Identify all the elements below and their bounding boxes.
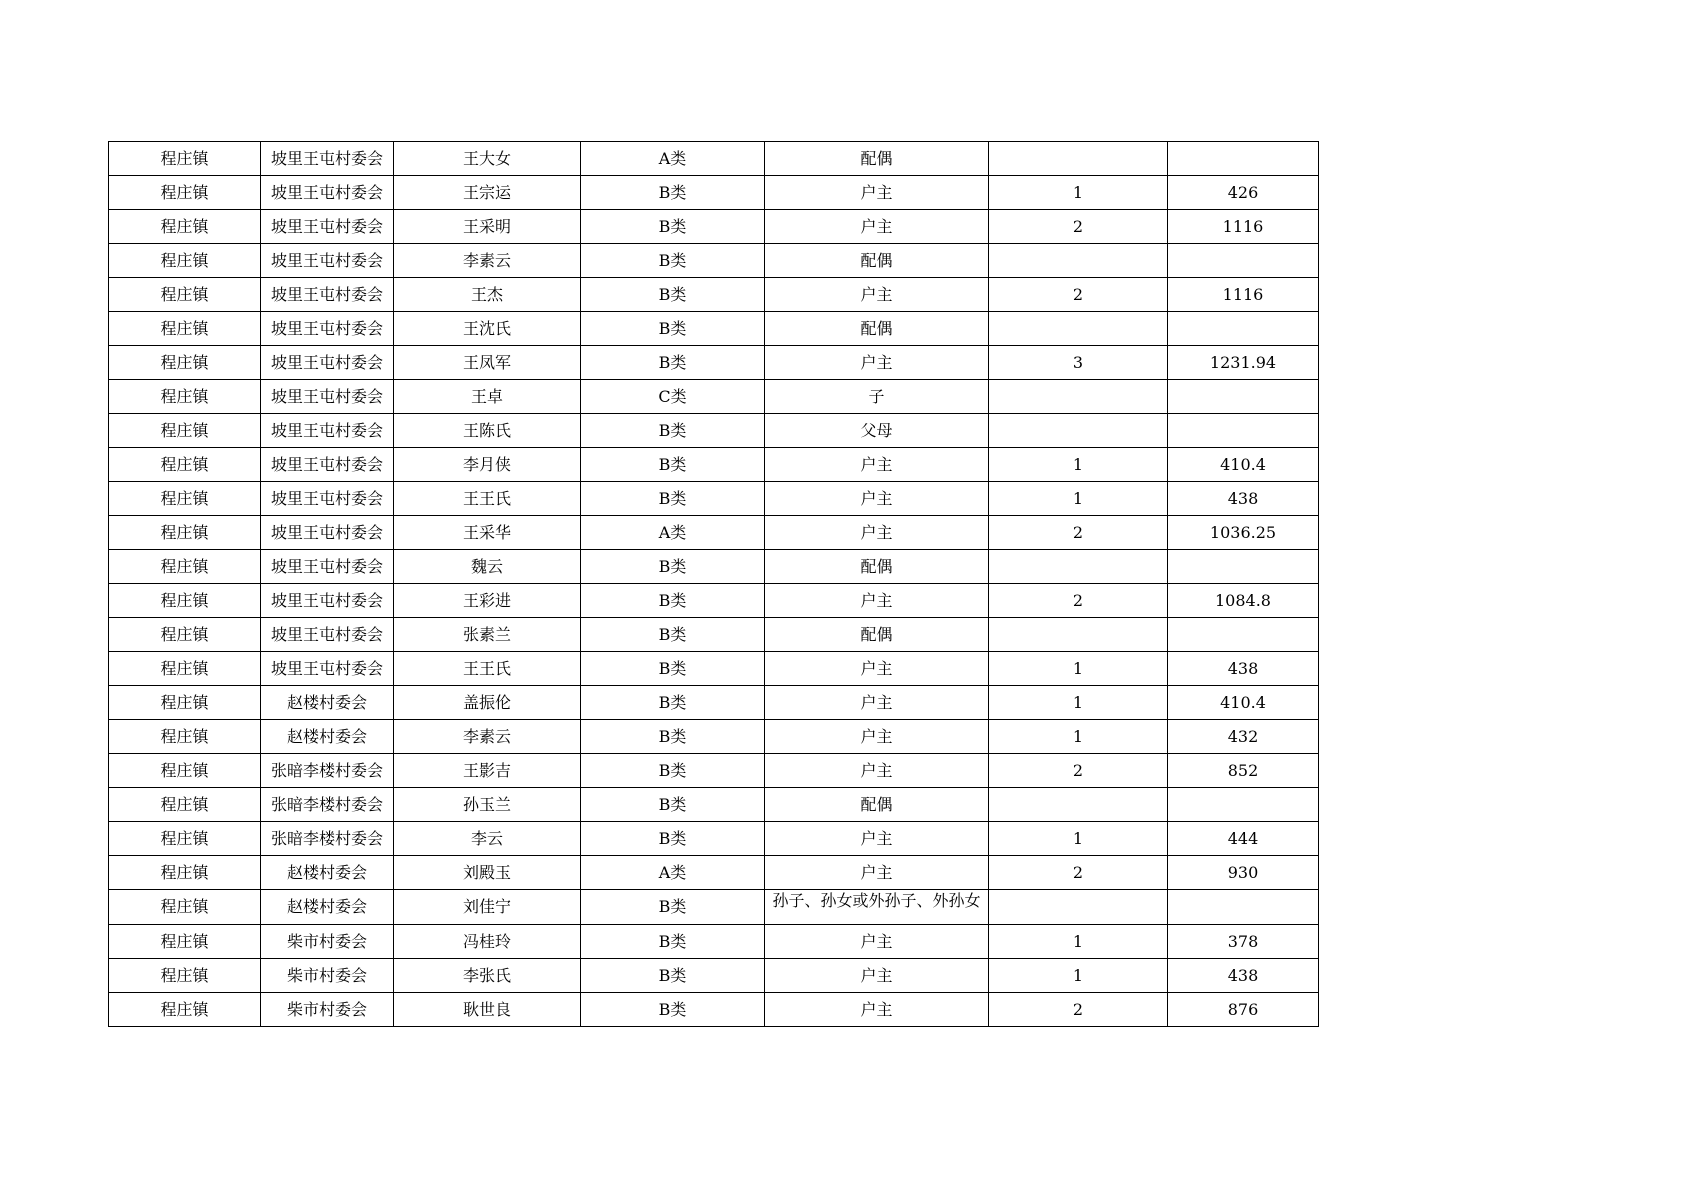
cell-town: 程庄镇: [109, 210, 261, 244]
cell-village: 张暗李楼村委会: [261, 822, 394, 856]
cell-amount: [1168, 618, 1319, 652]
table-row: [109, 584, 1319, 618]
table-row: [109, 516, 1319, 550]
cell-name: 孙玉兰: [394, 788, 581, 822]
cell-town: 程庄镇: [109, 244, 261, 278]
cell-town: 程庄镇: [109, 516, 261, 550]
cell-village: 坡里王屯村委会: [261, 346, 394, 380]
cell-name: 李素云: [394, 244, 581, 278]
cell-category: A类: [581, 516, 765, 550]
cell-town: 程庄镇: [109, 380, 261, 414]
cell-category: B类: [581, 720, 765, 754]
cell-name: 张素兰: [394, 618, 581, 652]
cell-count: 2: [989, 210, 1168, 244]
cell-category: B类: [581, 448, 765, 482]
cell-category: B类: [581, 312, 765, 346]
cell-category: B类: [581, 788, 765, 822]
table-row: [109, 550, 1319, 584]
cell-town: 程庄镇: [109, 754, 261, 788]
cell-village: 坡里王屯村委会: [261, 550, 394, 584]
cell-town: 程庄镇: [109, 788, 261, 822]
cell-relation: 户主: [765, 686, 989, 720]
cell-town: 程庄镇: [109, 482, 261, 516]
cell-amount: 876: [1168, 993, 1319, 1027]
cell-category: B类: [581, 176, 765, 210]
cell-category: B类: [581, 550, 765, 584]
cell-village: 坡里王屯村委会: [261, 176, 394, 210]
cell-amount: [1168, 312, 1319, 346]
cell-relation: 户主: [765, 210, 989, 244]
cell-relation: 配偶: [765, 618, 989, 652]
cell-amount: 1116: [1168, 278, 1319, 312]
cell-amount: 426: [1168, 176, 1319, 210]
cell-name: 魏云: [394, 550, 581, 584]
cell-relation: 户主: [765, 652, 989, 686]
table-row: [109, 142, 1319, 176]
cell-town: 程庄镇: [109, 176, 261, 210]
table-row: [109, 176, 1319, 210]
cell-category: B类: [581, 652, 765, 686]
cell-amount: 1036.25: [1168, 516, 1319, 550]
cell-count: [989, 890, 1168, 925]
table-row: [109, 414, 1319, 448]
cell-town: 程庄镇: [109, 652, 261, 686]
cell-amount: 432: [1168, 720, 1319, 754]
table-row: [109, 754, 1319, 788]
cell-amount: 438: [1168, 959, 1319, 993]
cell-village: 坡里王屯村委会: [261, 380, 394, 414]
cell-town: 程庄镇: [109, 890, 261, 925]
cell-count: 1: [989, 925, 1168, 959]
cell-count: 1: [989, 652, 1168, 686]
cell-category: A类: [581, 142, 765, 176]
cell-category: B类: [581, 993, 765, 1027]
table-row: [109, 278, 1319, 312]
cell-name: 李月侠: [394, 448, 581, 482]
cell-village: 赵楼村委会: [261, 686, 394, 720]
cell-village: 坡里王屯村委会: [261, 312, 394, 346]
cell-village: 坡里王屯村委会: [261, 482, 394, 516]
cell-relation: 父母: [765, 414, 989, 448]
cell-relation: 配偶: [765, 142, 989, 176]
cell-category: B类: [581, 210, 765, 244]
cell-relation: 子: [765, 380, 989, 414]
cell-village: 坡里王屯村委会: [261, 278, 394, 312]
cell-town: 程庄镇: [109, 142, 261, 176]
table-row: [109, 652, 1319, 686]
cell-amount: [1168, 890, 1319, 925]
cell-town: 程庄镇: [109, 686, 261, 720]
cell-name: 王宗运: [394, 176, 581, 210]
cell-village: 坡里王屯村委会: [261, 414, 394, 448]
cell-count: [989, 380, 1168, 414]
cell-category: B类: [581, 346, 765, 380]
cell-village: 张暗李楼村委会: [261, 754, 394, 788]
cell-relation: 孙子、孙女或外孙子、外孙女: [765, 890, 989, 925]
cell-category: C类: [581, 380, 765, 414]
cell-village: 坡里王屯村委会: [261, 516, 394, 550]
cell-count: [989, 550, 1168, 584]
cell-relation: 配偶: [765, 244, 989, 278]
cell-amount: [1168, 380, 1319, 414]
cell-town: 程庄镇: [109, 346, 261, 380]
cell-count: 1: [989, 176, 1168, 210]
cell-amount: [1168, 414, 1319, 448]
cell-village: 坡里王屯村委会: [261, 210, 394, 244]
cell-name: 王影吉: [394, 754, 581, 788]
cell-name: 王大女: [394, 142, 581, 176]
cell-count: 1: [989, 822, 1168, 856]
cell-amount: 852: [1168, 754, 1319, 788]
cell-name: 王采明: [394, 210, 581, 244]
cell-name: 王王氏: [394, 652, 581, 686]
table-row: [109, 856, 1319, 890]
cell-village: 坡里王屯村委会: [261, 244, 394, 278]
cell-count: [989, 244, 1168, 278]
cell-count: 1: [989, 720, 1168, 754]
cell-amount: [1168, 244, 1319, 278]
table-body: [109, 142, 1319, 1027]
cell-count: 2: [989, 516, 1168, 550]
cell-relation: 户主: [765, 754, 989, 788]
cell-count: 1: [989, 686, 1168, 720]
cell-relation: 户主: [765, 925, 989, 959]
cell-category: B类: [581, 482, 765, 516]
cell-town: 程庄镇: [109, 959, 261, 993]
cell-amount: 410.4: [1168, 686, 1319, 720]
cell-name: 王凤军: [394, 346, 581, 380]
cell-village: 张暗李楼村委会: [261, 788, 394, 822]
cell-count: 1: [989, 482, 1168, 516]
cell-amount: 1231.94: [1168, 346, 1319, 380]
cell-name: 冯桂玲: [394, 925, 581, 959]
cell-name: 王彩进: [394, 584, 581, 618]
cell-category: B类: [581, 890, 765, 925]
cell-amount: [1168, 142, 1319, 176]
table-row: [109, 482, 1319, 516]
cell-town: 程庄镇: [109, 584, 261, 618]
cell-name: 王杰: [394, 278, 581, 312]
cell-count: 3: [989, 346, 1168, 380]
table-row: [109, 925, 1319, 959]
cell-village: 坡里王屯村委会: [261, 618, 394, 652]
cell-town: 程庄镇: [109, 448, 261, 482]
cell-amount: 438: [1168, 652, 1319, 686]
cell-relation: 配偶: [765, 788, 989, 822]
cell-amount: 438: [1168, 482, 1319, 516]
table-row: [109, 890, 1319, 925]
cell-name: 王沈氏: [394, 312, 581, 346]
cell-relation: 户主: [765, 822, 989, 856]
table-row: [109, 312, 1319, 346]
cell-village: 坡里王屯村委会: [261, 448, 394, 482]
cell-count: 2: [989, 584, 1168, 618]
cell-name: 耿世良: [394, 993, 581, 1027]
cell-relation: 配偶: [765, 312, 989, 346]
cell-village: 柴市村委会: [261, 959, 394, 993]
cell-category: B类: [581, 618, 765, 652]
cell-amount: 410.4: [1168, 448, 1319, 482]
table-row: [109, 686, 1319, 720]
cell-village: 坡里王屯村委会: [261, 584, 394, 618]
cell-count: [989, 414, 1168, 448]
table-row: [109, 822, 1319, 856]
cell-count: 2: [989, 993, 1168, 1027]
cell-relation: 户主: [765, 516, 989, 550]
cell-relation: 户主: [765, 993, 989, 1027]
cell-name: 李素云: [394, 720, 581, 754]
cell-relation: 户主: [765, 584, 989, 618]
cell-town: 程庄镇: [109, 993, 261, 1027]
cell-relation: 户主: [765, 448, 989, 482]
cell-count: [989, 618, 1168, 652]
table-row: [109, 346, 1319, 380]
cell-town: 程庄镇: [109, 720, 261, 754]
table-row: [109, 959, 1319, 993]
cell-village: 赵楼村委会: [261, 856, 394, 890]
cell-category: B类: [581, 584, 765, 618]
cell-category: B类: [581, 754, 765, 788]
cell-village: 赵楼村委会: [261, 890, 394, 925]
cell-category: B类: [581, 959, 765, 993]
table-row: [109, 993, 1319, 1027]
cell-town: 程庄镇: [109, 618, 261, 652]
cell-name: 盖振伦: [394, 686, 581, 720]
cell-count: 2: [989, 754, 1168, 788]
table-row: [109, 380, 1319, 414]
cell-category: B类: [581, 278, 765, 312]
cell-village: 赵楼村委会: [261, 720, 394, 754]
cell-relation: 户主: [765, 720, 989, 754]
cell-category: B类: [581, 686, 765, 720]
table-row: [109, 720, 1319, 754]
cell-category: B类: [581, 244, 765, 278]
cell-town: 程庄镇: [109, 925, 261, 959]
cell-town: 程庄镇: [109, 312, 261, 346]
cell-village: 坡里王屯村委会: [261, 142, 394, 176]
table-row: [109, 788, 1319, 822]
cell-category: B类: [581, 414, 765, 448]
cell-count: [989, 788, 1168, 822]
cell-name: 李云: [394, 822, 581, 856]
cell-count: [989, 312, 1168, 346]
cell-village: 柴市村委会: [261, 993, 394, 1027]
cell-relation: 户主: [765, 176, 989, 210]
cell-relation: 户主: [765, 856, 989, 890]
cell-village: 柴市村委会: [261, 925, 394, 959]
cell-count: [989, 142, 1168, 176]
cell-count: 1: [989, 448, 1168, 482]
cell-name: 王卓: [394, 380, 581, 414]
cell-amount: [1168, 550, 1319, 584]
cell-relation: 户主: [765, 278, 989, 312]
table-row: [109, 448, 1319, 482]
cell-category: A类: [581, 856, 765, 890]
data-table: [108, 141, 1319, 1027]
cell-count: 2: [989, 856, 1168, 890]
cell-town: 程庄镇: [109, 856, 261, 890]
cell-relation: 配偶: [765, 550, 989, 584]
table-row: [109, 244, 1319, 278]
cell-amount: [1168, 788, 1319, 822]
cell-town: 程庄镇: [109, 550, 261, 584]
cell-relation: 户主: [765, 959, 989, 993]
cell-count: 1: [989, 959, 1168, 993]
cell-category: B类: [581, 822, 765, 856]
cell-amount: 444: [1168, 822, 1319, 856]
cell-amount: 930: [1168, 856, 1319, 890]
cell-amount: 1084.8: [1168, 584, 1319, 618]
cell-name: 刘佳宁: [394, 890, 581, 925]
cell-name: 李张氏: [394, 959, 581, 993]
cell-relation: 户主: [765, 482, 989, 516]
cell-town: 程庄镇: [109, 414, 261, 448]
cell-town: 程庄镇: [109, 278, 261, 312]
cell-relation: 户主: [765, 346, 989, 380]
cell-name: 王陈氏: [394, 414, 581, 448]
table-row: [109, 618, 1319, 652]
cell-count: 2: [989, 278, 1168, 312]
cell-amount: 378: [1168, 925, 1319, 959]
cell-name: 刘殿玉: [394, 856, 581, 890]
cell-village: 坡里王屯村委会: [261, 652, 394, 686]
cell-name: 王采华: [394, 516, 581, 550]
cell-name: 王王氏: [394, 482, 581, 516]
cell-town: 程庄镇: [109, 822, 261, 856]
cell-category: B类: [581, 925, 765, 959]
cell-amount: 1116: [1168, 210, 1319, 244]
table-row: [109, 210, 1319, 244]
